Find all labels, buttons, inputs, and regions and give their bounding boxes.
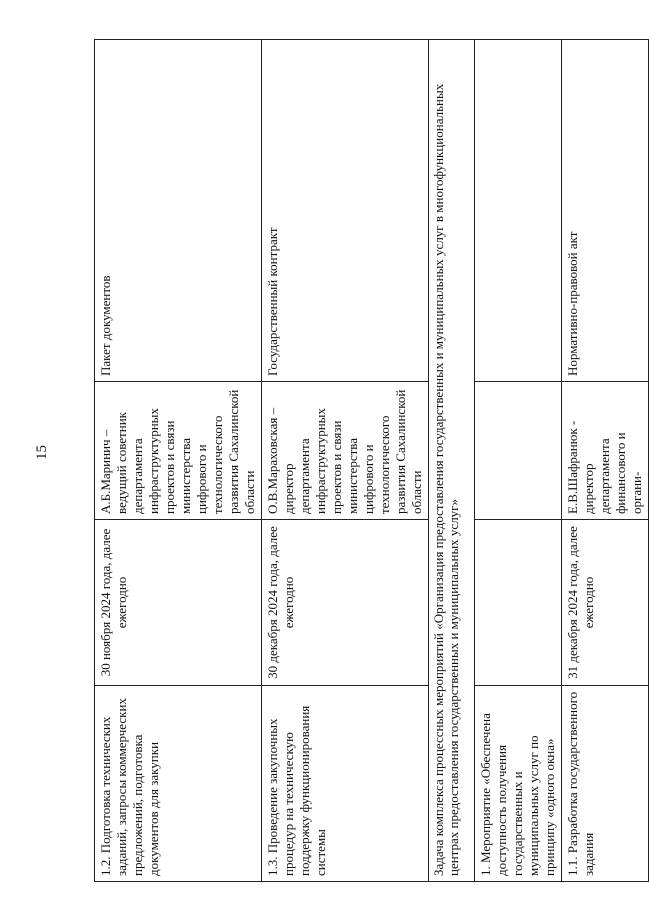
deadline-cell: 31 декабря 2024 года, далее ежегодно [562,520,649,686]
table-row [562,40,649,882]
task-cell: Задача комплекса процессных мероприятий «Организация предоставления государственных и муниципальных услуг в многофункциональных центрах предоставления государственных и муниципальных услуг» [429,40,475,882]
responsible-cell [475,382,562,520]
event-name-cell: 1.1. Разработка государственного задания [562,686,649,882]
table-row [95,40,262,882]
event-name-cell: 1. Мероприятие «Обеспечена доступность получения государственных и муниципальных услуг по принципу «одного окна» [475,686,562,882]
deadline-cell [475,520,562,686]
table-row [475,40,562,882]
page-number: 15 [34,445,50,460]
result-cell [475,40,562,382]
result-cell: Пакет документов [95,40,262,382]
responsible-cell: О.В.Мараховская – директор департамента инфраструктурных проектов и связи министерства цифрового и технологического развития Сахалинской области [262,382,429,520]
task-row [429,40,475,882]
event-name-cell: 1.2. Подготовка технических заданий, запросы коммерческих предложений, подготовка документов для закупки [95,686,262,882]
result-cell: Государственный контракт [262,40,429,382]
rotated-table-wrapper [94,40,644,882]
plan-table [94,39,649,882]
event-name-cell: 1.3. Проведение закупочных процедур на техническую поддержку функционирования системы [262,686,429,882]
table-row [262,40,429,882]
result-cell: Нормативно-правовой акт [562,40,649,382]
responsible-cell: Е.В.Шафранюк - директор департамента финансового и органи- [562,382,649,520]
responsible-cell: А.Б.Маринич – ведущий советник департамента инфраструктурных проектов и связи министерства цифрового и технологического развития Сахалинской области [95,382,262,520]
deadline-cell: 30 ноября 2024 года, далее ежегодно [95,520,262,686]
deadline-cell: 30 декабря 2024 года, далее ежегодно [262,520,429,686]
